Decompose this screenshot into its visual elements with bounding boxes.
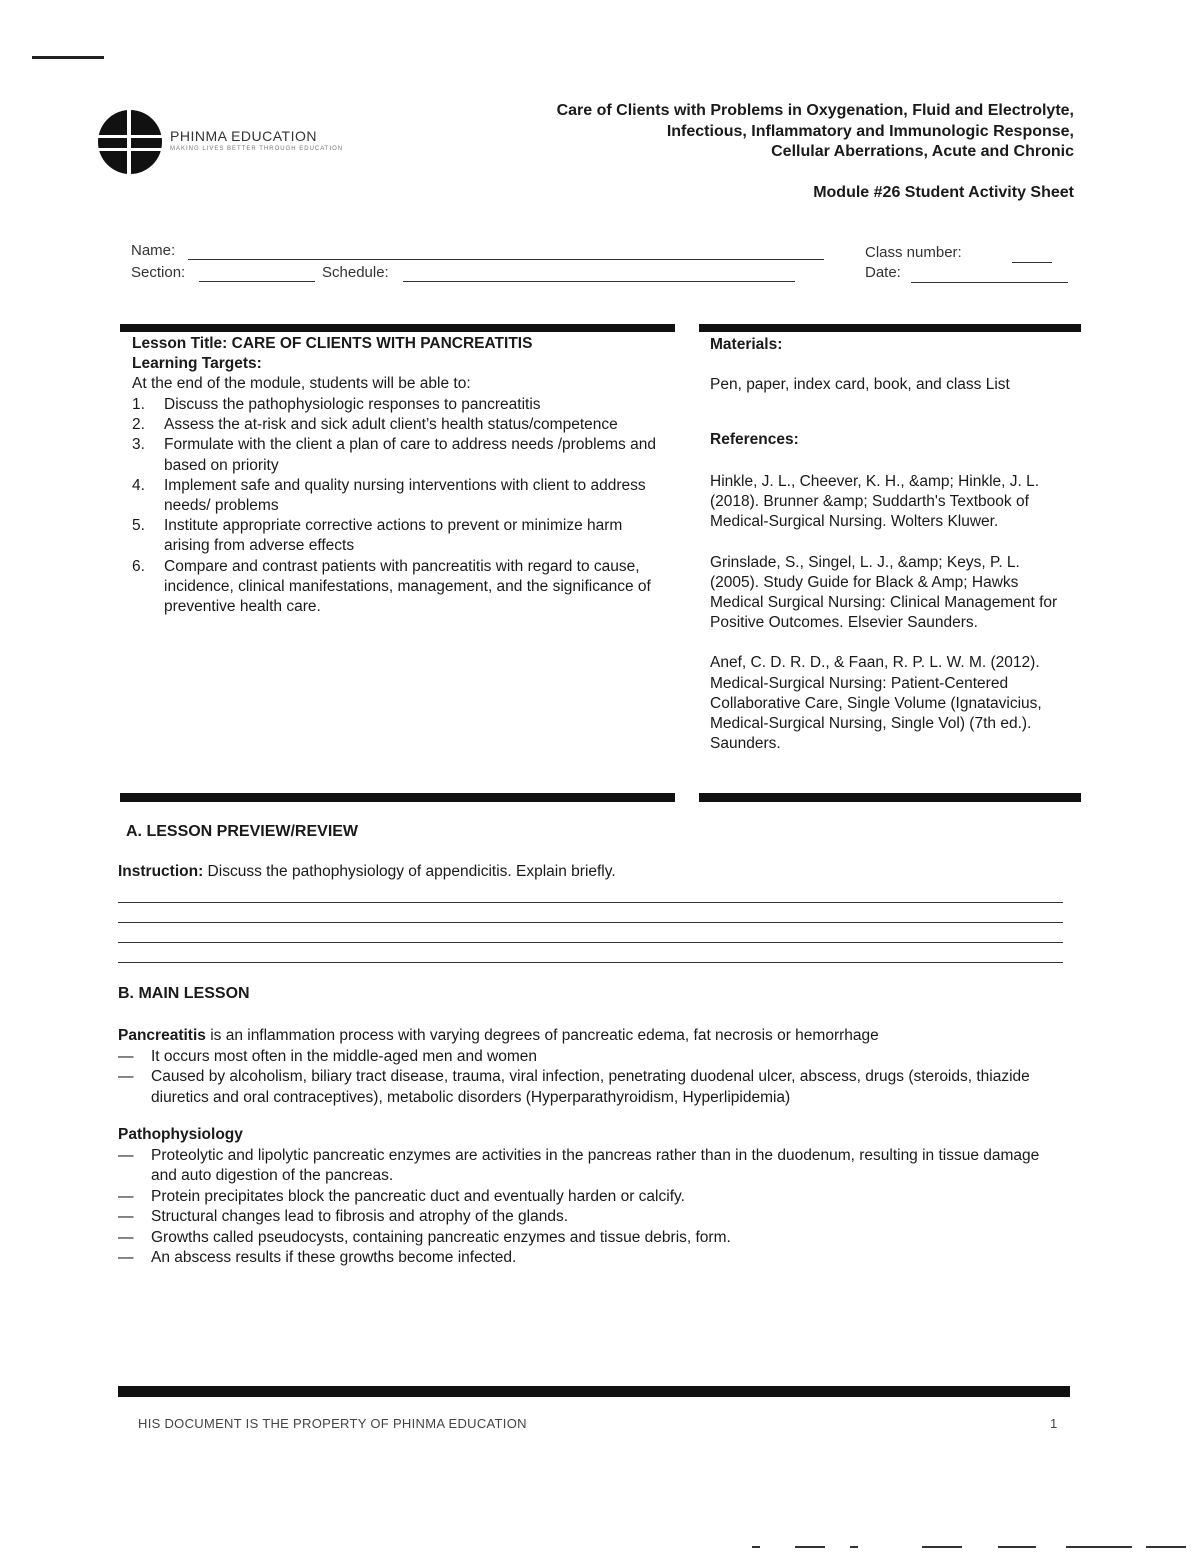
learning-targets-list	[132, 395, 662, 617]
answer-line[interactable]	[118, 922, 1063, 923]
name-label: Name:	[131, 242, 176, 259]
reference-item: Hinkle, J. L., Cheever, K. H., &amp; Hinkle, J. L. (2018). Brunner &amp; Suddarth's Textbook of Medical-Surgical Nursing. Wolters Kluwer.	[710, 473, 1040, 531]
list-text: Assess the at-risk and sick adult client’s health status/competence	[164, 416, 618, 434]
dash-bullet: —	[118, 1208, 134, 1225]
scan-mark	[1066, 1546, 1132, 1548]
list-text: Formulate with the client a plan of care to address needs /problems and based on priority	[164, 436, 656, 474]
list-item	[132, 415, 662, 435]
list-number: 6.	[132, 557, 145, 575]
dash-bullet: —	[118, 1187, 134, 1205]
course-title-line: Cellular Aberrations, Acute and Chronic	[771, 143, 1074, 160]
learning-targets-heading: Learning Targets:	[132, 355, 262, 372]
brand-tagline: MAKING LIVES BETTER THROUGH EDUCATION	[170, 146, 344, 152]
list-number: 3.	[132, 436, 145, 454]
schedule-field[interactable]	[403, 281, 795, 282]
list-number: 1.	[132, 396, 145, 413]
list-item	[132, 435, 662, 475]
page-number: 1	[1050, 1416, 1058, 1431]
section-a-heading: A. LESSON PREVIEW/REVIEW	[126, 823, 359, 840]
scan-mark	[32, 56, 104, 59]
dash-bullet: —	[118, 1047, 134, 1065]
list-text: Discuss the pathophysiologic responses to pancreatitis	[164, 396, 541, 413]
list-text: Implement safe and quality nursing interventions with client to address needs/ problems	[164, 476, 646, 515]
course-title	[434, 101, 1074, 163]
lesson-title-text: CARE OF CLIENTS WITH PANCREATITIS	[231, 335, 533, 352]
pathophysiology-heading: Pathophysiology	[118, 1126, 243, 1143]
dash-bullet: —	[118, 1228, 134, 1246]
list-item	[118, 1187, 1068, 1208]
list-text: Institute appropriate corrective actions to prevent or minimize harm arising from adverse effects	[164, 517, 623, 555]
scan-mark	[922, 1546, 962, 1548]
reference-item: Anef, C. D. R. D., & Faan, R. P. L. W. M. (2012). Medical-Surgical Nursing: Patient-Centered Collaborative Care, Single Volume (Ignatavicius, Medical-Surgical Nursing, Single Vol) (7th ed.). Saunders.	[710, 654, 1042, 753]
term: Pancreatitis	[118, 1027, 206, 1044]
scan-mark	[752, 1546, 760, 1548]
lesson-title	[132, 335, 532, 353]
phinma-logo-icon	[96, 108, 164, 176]
list-text: Protein precipitates block the pancreatic duct and eventually harden or calcify.	[151, 1187, 685, 1205]
scan-mark	[850, 1546, 858, 1548]
materials-box-bottom-rule	[699, 793, 1081, 802]
course-title-line: Care of Clients with Problems in Oxygenation, Fluid and Electrolyte,	[556, 102, 1074, 119]
list-number: 2.	[132, 416, 145, 434]
main-lesson-body	[118, 1026, 1068, 1269]
dash-bullet: —	[118, 1249, 134, 1266]
learning-targets-intro: At the end of the module, students will be able to:	[132, 375, 471, 392]
scan-mark	[998, 1546, 1036, 1548]
list-item	[132, 557, 662, 618]
scan-mark	[1146, 1546, 1186, 1548]
class-number-field[interactable]	[1012, 262, 1052, 263]
pathophysiology-bullets	[118, 1146, 1068, 1269]
definition	[118, 1026, 1068, 1047]
section-field[interactable]	[199, 281, 315, 282]
list-number: 4.	[132, 476, 145, 494]
footer-rule	[118, 1386, 1070, 1397]
lesson-box-bottom-rule	[120, 793, 675, 802]
list-item	[118, 1248, 1068, 1269]
list-item	[118, 1067, 1068, 1108]
list-text: Proteolytic and lipolytic pancreatic enzymes are activities in the pancreas rather than in the duodenum, resulting in tissue damage and auto digestion of the pancreas.	[151, 1146, 1040, 1184]
lesson-box-top-rule	[120, 324, 675, 332]
instruction-text: Discuss the pathophysiology of appendicitis. Explain briefly.	[203, 863, 616, 880]
date-label: Date:	[865, 264, 901, 281]
schedule-label: Schedule:	[322, 264, 389, 281]
references-heading: References:	[710, 431, 799, 448]
name-field[interactable]	[188, 259, 824, 260]
module-title: Module #26 Student Activity Sheet	[813, 184, 1074, 201]
list-item	[132, 395, 662, 415]
list-item	[132, 476, 662, 516]
list-item	[118, 1207, 1068, 1228]
pancreatitis-bullets	[118, 1047, 1068, 1109]
scan-mark	[795, 1546, 825, 1548]
lesson-title-prefix: Lesson Title:	[132, 335, 232, 352]
list-text: It occurs most often in the middle-aged men and women	[151, 1047, 537, 1065]
section-b-heading: B. MAIN LESSON	[118, 985, 250, 1002]
dash-bullet: —	[118, 1068, 134, 1085]
brand-name: PHINMA EDUCATION	[170, 128, 317, 144]
list-text: An abscess results if these growths become infected.	[151, 1249, 517, 1266]
dash-bullet: —	[118, 1146, 134, 1164]
section-label: Section:	[131, 264, 186, 281]
instruction-label: Instruction:	[118, 863, 204, 880]
list-item	[132, 516, 662, 556]
definition-text: is an inflammation process with varying degrees of pancreatic edema, fat necrosis or hemorrhage	[205, 1027, 879, 1044]
footer-text: HIS DOCUMENT IS THE PROPERTY OF PHINMA EDUCATION	[138, 1416, 527, 1431]
list-text: Compare and contrast patients with pancreatitis with regard to cause, incidence, clinical manifestations, management, and the significance of preventive health care.	[164, 557, 651, 616]
list-text: Structural changes lead to fibrosis and atrophy of the glands.	[151, 1208, 569, 1225]
list-item	[118, 1047, 1068, 1068]
list-item	[118, 1146, 1068, 1187]
list-number: 5.	[132, 517, 145, 535]
list-text: Caused by alcoholism, biliary tract disease, trauma, viral infection, penetrating duodenal ulcer, abscess, drugs (steroids, thiazide diuretics and oral contraceptives), metabolic disorders (Hyperparathyroidism, Hyperlipidemia)	[151, 1068, 1030, 1106]
references-list	[710, 472, 1072, 774]
answer-line[interactable]	[118, 962, 1063, 963]
class-number-label: Class number:	[865, 244, 962, 261]
materials-heading: Materials:	[710, 336, 783, 353]
list-text: Growths called pseudocysts, containing pancreatic enzymes and tissue debris, form.	[151, 1228, 731, 1246]
instruction	[118, 863, 616, 881]
materials-box-top-rule	[699, 324, 1081, 332]
list-item	[118, 1228, 1068, 1249]
answer-line[interactable]	[118, 942, 1063, 943]
materials-text: Pen, paper, index card, book, and class List	[710, 376, 1010, 393]
answer-line[interactable]	[118, 902, 1063, 903]
date-field[interactable]	[911, 282, 1068, 283]
course-title-line: Infectious, Inflammatory and Immunologic Response,	[666, 122, 1074, 140]
reference-item: Grinslade, S., Singel, L. J., &amp; Keys, P. L. (2005). Study Guide for Black & Amp; Hawks Medical Surgical Nursing: Clinical Management for Positive Outcomes. Elsevier Saunders.	[710, 553, 1058, 632]
